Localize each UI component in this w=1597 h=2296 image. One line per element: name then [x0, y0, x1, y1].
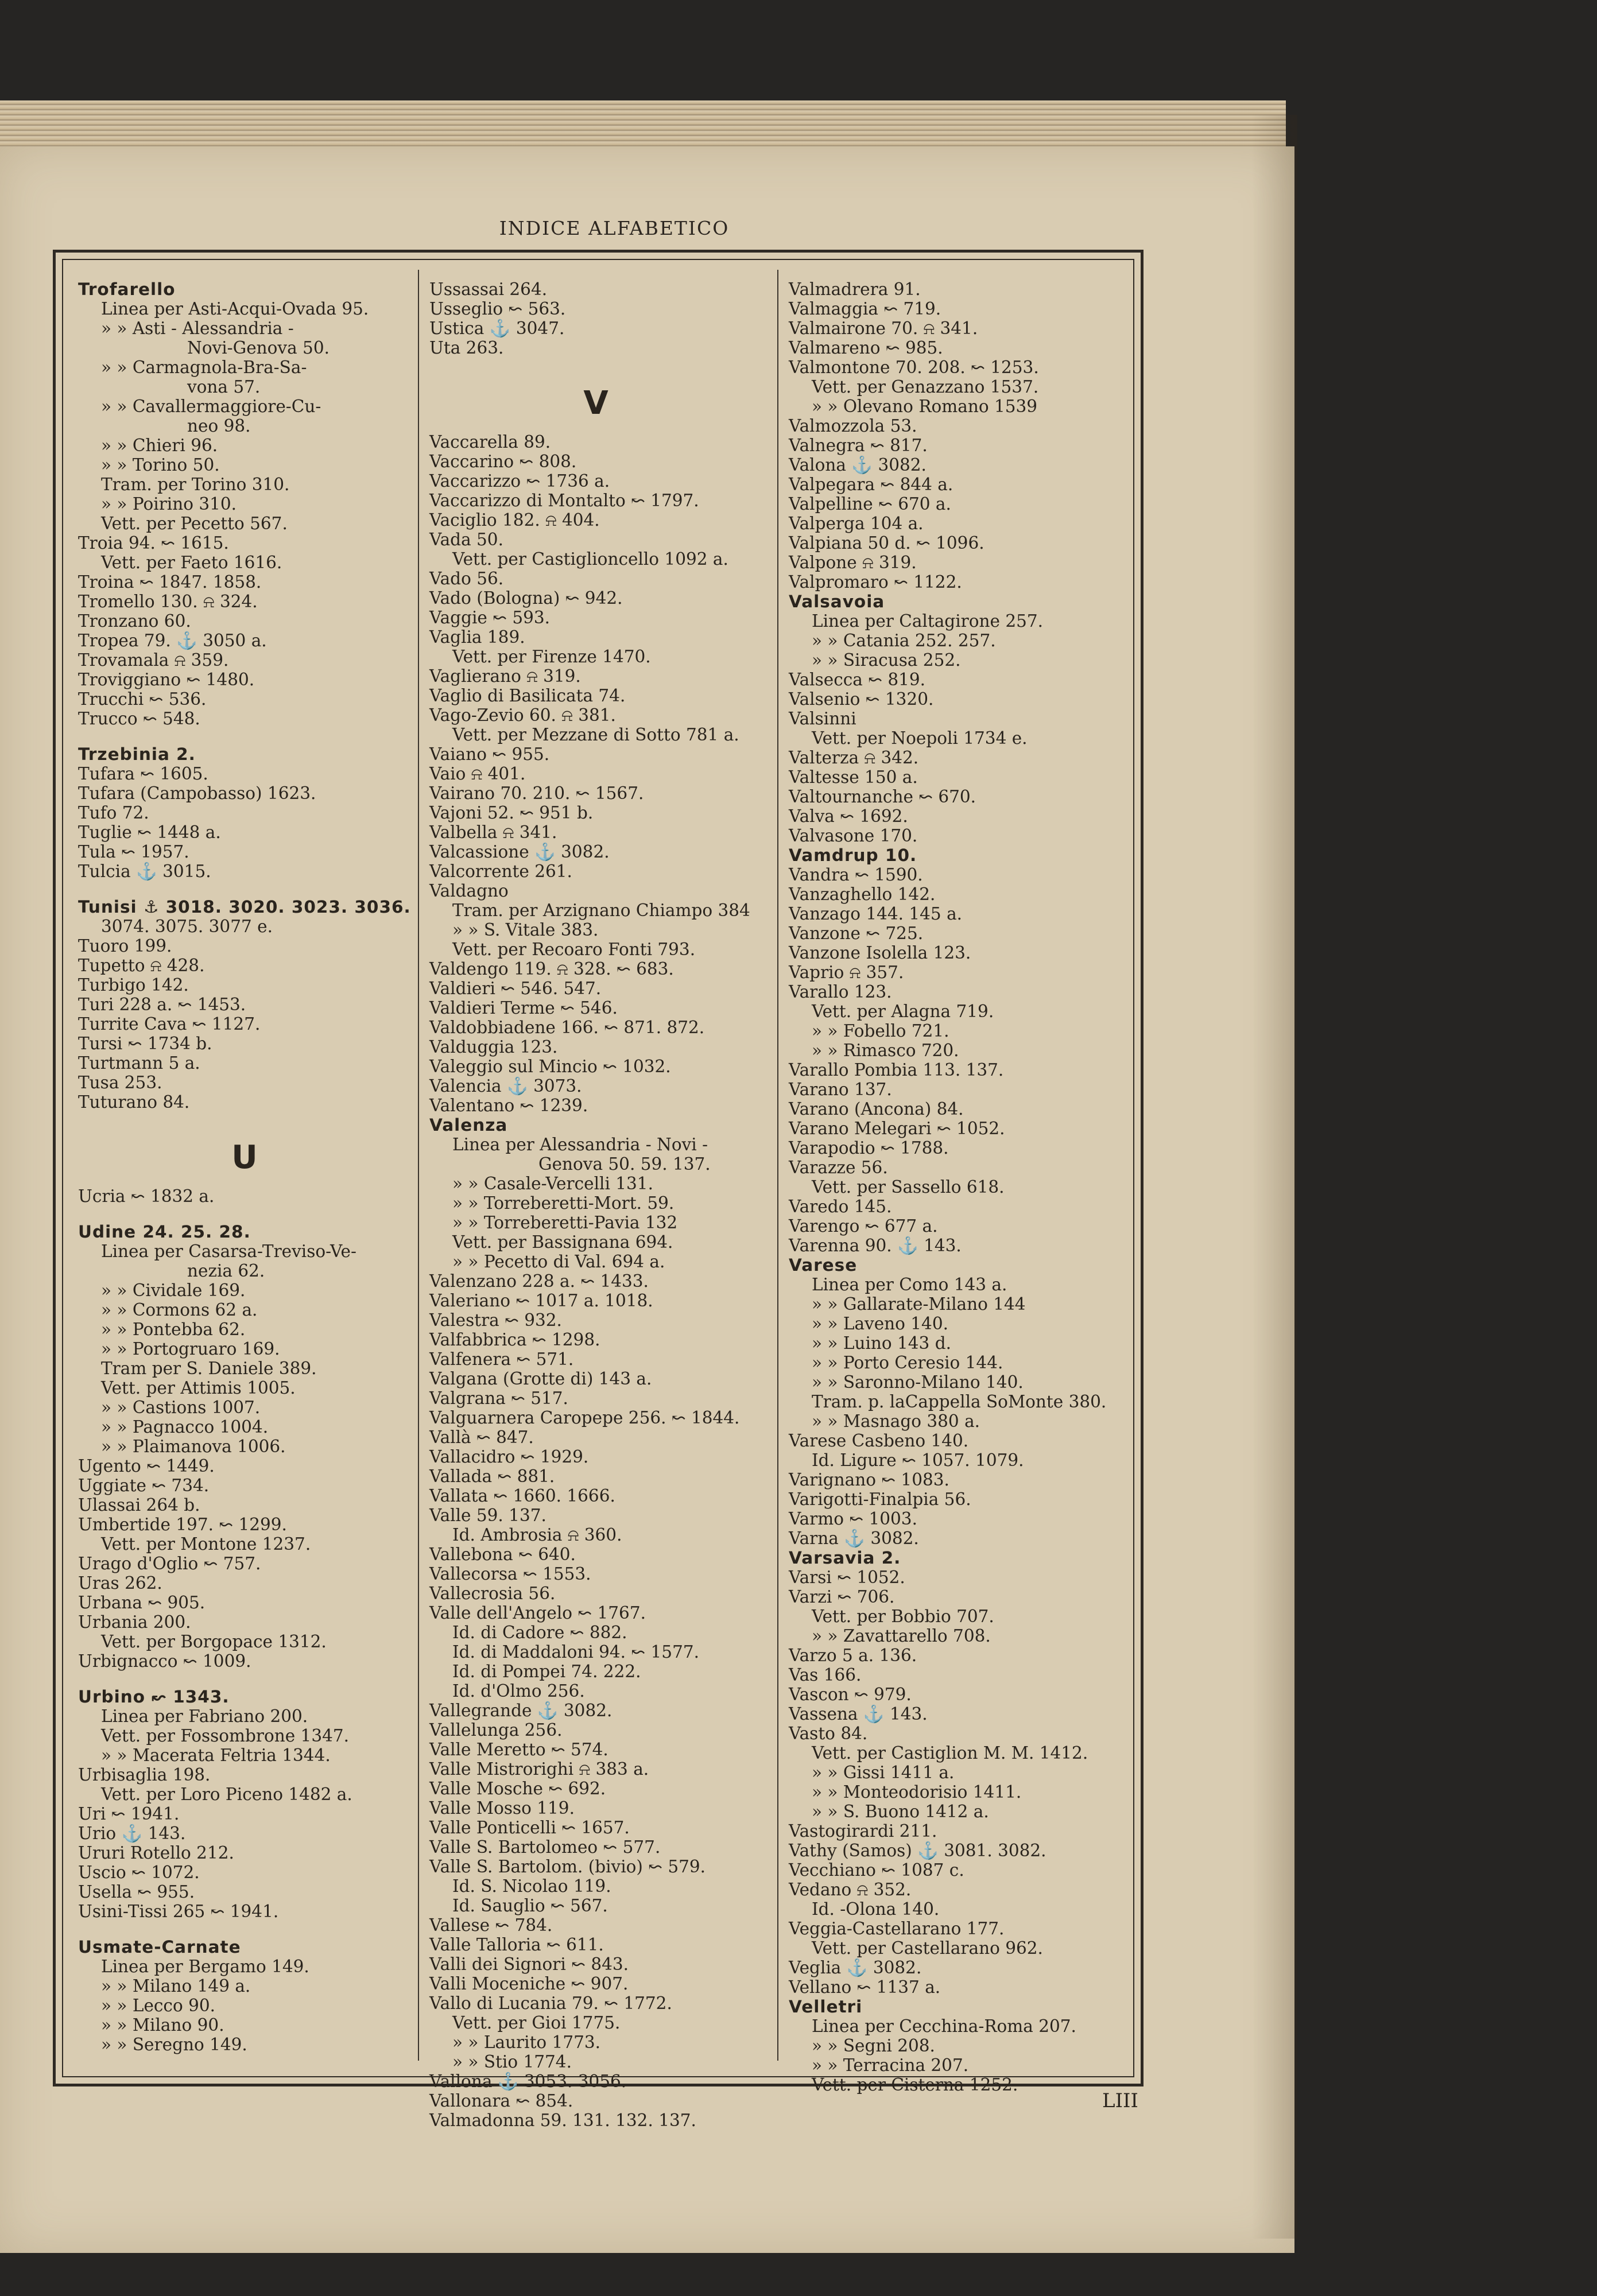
index-entry: Vett. per Pecetto 567.: [101, 514, 288, 533]
index-entry: » » Macerata Feltria 1344.: [101, 1746, 331, 1765]
index-entry: Varazze 56.: [789, 1158, 888, 1177]
index-entry: 3074. 3075. 3077 e.: [101, 917, 273, 936]
index-entry: » » Cormons 62 a.: [101, 1300, 258, 1320]
index-entry: Urio ⚓ 143.: [78, 1824, 186, 1843]
index-entry: Usella ↜ 955.: [78, 1882, 195, 1902]
index-entry: Genova 50. 59. 137.: [538, 1154, 711, 1174]
page-spine-shadow: [1251, 115, 1297, 2239]
index-entry: Trzebinia 2.: [78, 744, 196, 764]
index-entry: Tuoro 199.: [78, 936, 172, 956]
index-entry: Varzi ↜ 706.: [789, 1587, 895, 1607]
page-stack-edge: [0, 100, 1286, 152]
entry-spacer: [78, 881, 411, 897]
index-entry: » » Cividale 169.: [101, 1281, 246, 1300]
index-entry: Valpone ⍾ 319.: [789, 553, 917, 572]
index-entry: Vett. per Bobbio 707.: [812, 1607, 994, 1626]
index-entry: Umbertide 197. ↜ 1299.: [78, 1515, 287, 1534]
index-entry: Valdieri Terme ↜ 546.: [429, 998, 618, 1018]
index-entry: Valsecca ↜ 819.: [789, 670, 926, 689]
index-entry: Vasto 84.: [789, 1724, 868, 1743]
index-entry: Vett. per Bassignana 694.: [452, 1232, 673, 1252]
index-entry: Valcorrente 261.: [429, 862, 572, 881]
index-entry: Valva ↜ 1692.: [789, 806, 908, 826]
index-entry: Valduggia 123.: [429, 1037, 558, 1057]
index-entry: Id. Ambrosia ⍾ 360.: [452, 1525, 622, 1545]
index-entry: Valterza ⍾ 342.: [789, 748, 919, 767]
index-entry: Valle Talloria ↜ 611.: [429, 1935, 604, 1954]
index-entry: Valencia ⚓ 3073.: [429, 1076, 582, 1096]
index-entry: Valguarnera Caropepe 256. ↜ 1844.: [429, 1408, 740, 1428]
index-entry: Valdengo 119. ⍾ 328. ↜ 683.: [429, 959, 674, 979]
index-entry: Tupetto ⍾ 428.: [78, 956, 205, 975]
index-entry: » » Gallarate-Milano 144: [812, 1294, 1026, 1314]
index-entry: Urbino ↜ 1343.: [78, 1687, 230, 1707]
index-entry: Usseglio ↜ 563.: [429, 299, 566, 319]
index-entry: Trofarello: [78, 280, 176, 299]
index-entry: Vallese ↜ 784.: [429, 1915, 553, 1935]
index-entry: Ulassai 264 b.: [78, 1495, 200, 1515]
index-entry: Vada 50.: [429, 530, 503, 549]
index-entry: Vairano 70. 210. ↜ 1567.: [429, 784, 644, 803]
index-entry: Vaprio ⍾ 357.: [789, 963, 904, 982]
index-entry: » » Pecetto di Val. 694 a.: [452, 1252, 665, 1271]
index-entry: Tronzano 60.: [78, 611, 191, 631]
index-entry: » » Seregno 149.: [101, 2035, 247, 2054]
index-entry: Ussassai 264.: [429, 280, 548, 299]
index-entry: Vado 56.: [429, 569, 504, 588]
index-entry: Troviggiano ↜ 1480.: [78, 670, 255, 689]
index-entry: Varsavia 2.: [789, 1548, 901, 1568]
index-entry: Valle S. Bartolom. (bivio) ↜ 579.: [429, 1857, 706, 1876]
index-entry: Valli Moceniche ↜ 907.: [429, 1974, 629, 1994]
index-entry: Vallada ↜ 881.: [429, 1467, 555, 1486]
index-entry: Trovamala ⍾ 359.: [78, 650, 229, 670]
index-entry: Vago-Zevio 60. ⍾ 381.: [429, 705, 616, 725]
index-entry: Vett. per Noepoli 1734 e.: [812, 728, 1028, 748]
index-entry: Tropea 79. ⚓ 3050 a.: [78, 631, 267, 650]
index-entry: Tufara (Campobasso) 1623.: [78, 784, 316, 803]
index-entry: Vaglierano ⍾ 319.: [429, 666, 581, 686]
index-entry: Varapodio ↜ 1788.: [789, 1138, 949, 1158]
index-entry: Linea per Bergamo 149.: [101, 1957, 309, 1976]
index-entry: Valfenera ↜ 571.: [429, 1349, 574, 1369]
index-entry: Tusa 253.: [78, 1073, 162, 1092]
index-entry: Trucco ↜ 548.: [78, 709, 200, 728]
index-entry: Vett. per Borgopace 1312.: [101, 1632, 327, 1651]
index-entry: Varese Casbeno 140.: [789, 1431, 969, 1450]
index-entry: Vallacidro ↜ 1929.: [429, 1447, 589, 1467]
index-entry: Varallo 123.: [789, 982, 892, 1002]
index-entry: Vascon ↜ 979.: [789, 1685, 912, 1704]
index-entry: Valtournanche ↜ 670.: [789, 787, 976, 806]
index-entry: Vallo di Lucania 79. ↜ 1772.: [429, 1994, 672, 2013]
index-entry: Veglia ⚓ 3082.: [789, 1958, 922, 1977]
index-entry: » » Stio 1774.: [452, 2052, 572, 2072]
index-entry: Urbisaglia 198.: [78, 1765, 211, 1785]
index-entry: » » Casale-Vercelli 131.: [452, 1174, 653, 1193]
index-entry: Valle Mosso 119.: [429, 1798, 575, 1818]
index-entry: Valsavoia: [789, 592, 885, 611]
index-column-3: [789, 280, 1133, 2095]
index-entry: Id. Ligure ↜ 1057. 1079.: [812, 1450, 1024, 1470]
index-entry: Tunisi ⚓ 3018. 3020. 3023. 3036.: [78, 897, 411, 917]
index-entry: Vallelunga 256.: [429, 1720, 563, 1740]
index-entry: » » Zavattarello 708.: [812, 1626, 991, 1646]
index-entry: Valpiana 50 d. ↜ 1096.: [789, 533, 984, 553]
entry-spacer: [78, 728, 411, 744]
index-entry: » » Milano 149 a.: [101, 1976, 251, 1996]
index-entry: Id. di Pompei 74. 222.: [452, 1662, 641, 1681]
index-entry: Varmo ↜ 1003.: [789, 1509, 917, 1529]
index-entry: Varzo 5 a. 136.: [789, 1646, 917, 1665]
index-entry: Valsenio ↜ 1320.: [789, 689, 934, 709]
index-entry: neo 98.: [187, 416, 251, 436]
index-entry: Valcassione ⚓ 3082.: [429, 842, 610, 862]
index-entry: Vaggie ↜ 593.: [429, 608, 551, 627]
index-entry: Varedo 145.: [789, 1197, 892, 1216]
index-entry: Varenna 90. ⚓ 143.: [789, 1236, 962, 1255]
index-entry: Valli dei Signori ↜ 843.: [429, 1954, 629, 1974]
index-entry: » » Masnago 380 a.: [812, 1411, 980, 1431]
index-entry: Vedano ⍾ 352.: [789, 1880, 912, 1899]
index-entry: Turi 228 a. ↜ 1453.: [78, 995, 246, 1014]
index-entry: » » Gissi 1411 a.: [812, 1763, 955, 1782]
index-entry: Vaccarino ↜ 808.: [429, 452, 577, 471]
index-entry: » » Monteodorisio 1411.: [812, 1782, 1022, 1802]
index-entry: Vellano ↜ 1137 a.: [789, 1977, 941, 1997]
index-entry: Vallecrosia 56.: [429, 1584, 556, 1603]
index-entry: Novi-Genova 50.: [187, 338, 330, 358]
index-entry: Varano (Ancona) 84.: [789, 1099, 964, 1119]
index-entry: Uri ↜ 1941.: [78, 1804, 180, 1824]
index-entry: Vas 166.: [789, 1665, 862, 1685]
index-entry: Vett. per Loro Piceno 1482 a.: [101, 1785, 352, 1804]
index-entry: Vamdrup 10.: [789, 846, 917, 865]
index-entry: Valestra ↜ 932.: [429, 1310, 562, 1330]
index-entry: Id. di Cadore ↜ 882.: [452, 1623, 627, 1642]
index-entry: Tram. per Arzignano Chiampo 384: [452, 901, 750, 920]
index-entry: Uggiate ↜ 734.: [78, 1476, 210, 1495]
index-entry: Vett. per Alagna 719.: [812, 1002, 994, 1021]
index-entry: Vecchiano ↜ 1087 c.: [789, 1860, 964, 1880]
index-entry: Trucchi ↜ 536.: [78, 689, 207, 709]
index-entry: » » Cavallermaggiore-Cu-: [101, 397, 321, 416]
index-entry: Vanzago 144. 145 a.: [789, 904, 963, 924]
index-entry: Valbella ⍾ 341.: [429, 823, 557, 842]
entry-spacer: [78, 1671, 411, 1687]
index-entry: » » Portogruaro 169.: [101, 1339, 280, 1359]
index-entry: » » Laurito 1773.: [452, 2033, 601, 2052]
index-entry: Vaiano ↜ 955.: [429, 744, 550, 764]
index-entry: Turtmann 5 a.: [78, 1053, 200, 1073]
index-entry: Valpelline ↜ 670 a.: [789, 494, 951, 514]
index-entry: Ucria ↜ 1832 a.: [78, 1186, 215, 1206]
index-entry: Valmairone 70. ⍾ 341.: [789, 319, 978, 338]
index-entry: Vett. per Fossombrone 1347.: [101, 1726, 349, 1746]
index-entry: Varano Melegari ↜ 1052.: [789, 1119, 1005, 1138]
index-entry: Linea per Fabriano 200.: [101, 1707, 308, 1726]
index-entry: Linea per Como 143 a.: [812, 1275, 1007, 1294]
index-entry: Valmareno ↜ 985.: [789, 338, 943, 358]
index-entry: Vett. per Castellarano 962.: [812, 1938, 1043, 1958]
index-entry: Valeggio sul Mincio ↜ 1032.: [429, 1057, 671, 1076]
index-entry: » » Lecco 90.: [101, 1996, 215, 2015]
index-entry: Id. S. Nicolao 119.: [452, 1876, 611, 1896]
section-letter: U: [231, 1139, 258, 1176]
index-entry: Valeriano ↜ 1017 a. 1018.: [429, 1291, 653, 1310]
index-column-1: [78, 280, 411, 2054]
index-entry: Usmate-Carnate: [78, 1937, 241, 1957]
index-entry: Uta 263.: [429, 338, 504, 358]
index-entry: Valfabbrica ↜ 1298.: [429, 1330, 600, 1349]
index-entry: Vanzaghello 142.: [789, 885, 936, 904]
index-entry: » » Saronno-Milano 140.: [812, 1372, 1024, 1392]
index-entry: » » Torreberetti-Mort. 59.: [452, 1193, 675, 1213]
index-entry: » » Fobello 721.: [812, 1021, 949, 1041]
index-entry: Uras 262.: [78, 1573, 162, 1593]
index-entry: Valgrana ↜ 517.: [429, 1389, 568, 1408]
index-entry: Urago d'Oglio ↜ 757.: [78, 1554, 261, 1573]
index-entry: Vett. per Gioi 1775.: [452, 2013, 621, 2033]
index-entry: Valdieri ↜ 546. 547.: [429, 979, 602, 998]
index-entry: Valnegra ↜ 817.: [789, 436, 928, 455]
index-entry: Valenzano 228 a. ↜ 1433.: [429, 1271, 649, 1291]
index-entry: Id. d'Olmo 256.: [452, 1681, 585, 1701]
index-entry: Varsi ↜ 1052.: [789, 1568, 905, 1587]
index-entry: » » S. Buono 1412 a.: [812, 1802, 989, 1821]
index-entry: » » Pagnacco 1004.: [101, 1417, 269, 1437]
index-entry: Valle Meretto ↜ 574.: [429, 1740, 608, 1759]
index-entry: Tram. p. laCappella SoMonte 380.: [812, 1392, 1107, 1411]
index-entry: Valle 59. 137.: [429, 1506, 546, 1525]
index-entry: Linea per Casarsa-Treviso-Ve-: [101, 1242, 356, 1261]
index-entry: Vett. per Attimis 1005.: [101, 1378, 296, 1398]
index-entry: Valgana (Grotte di) 143 a.: [429, 1369, 652, 1389]
index-entry: Valenza: [429, 1115, 508, 1135]
index-entry: » » Castions 1007.: [101, 1398, 261, 1417]
index-entry: Valle S. Bartolomeo ↜ 577.: [429, 1837, 661, 1857]
column-divider: [777, 270, 778, 2061]
index-entry: » » Olevano Romano 1539: [812, 397, 1038, 416]
index-entry: Linea per Alessandria - Novi -: [452, 1135, 708, 1154]
index-entry: » » S. Vitale 383.: [452, 920, 599, 940]
index-entry: Valle Mosche ↜ 692.: [429, 1779, 606, 1798]
index-entry: Tromello 130. ⍾ 324.: [78, 592, 258, 611]
index-entry: Tulcia ⚓ 3015.: [78, 862, 211, 881]
index-entry: Linea per Caltagirone 257.: [812, 611, 1044, 631]
index-entry: » » Plaimanova 1006.: [101, 1437, 286, 1456]
index-entry: Linea per Asti-Acqui-Ovada 95.: [101, 299, 369, 319]
index-entry: Usini-Tissi 265 ↜ 1941.: [78, 1902, 279, 1921]
index-entry: Vett. per Recoaro Fonti 793.: [452, 940, 696, 959]
index-entry: Vallonara ↜ 854.: [429, 2091, 573, 2111]
index-entry: Valperga 104 a.: [789, 514, 924, 533]
index-entry: Udine 24. 25. 28.: [78, 1222, 251, 1242]
index-entry: Id. -Olona 140.: [812, 1899, 940, 1919]
index-entry: » » Terracina 207.: [812, 2055, 969, 2075]
index-entry: Vanzone Isolella 123.: [789, 943, 971, 963]
index-entry: Vett. per Castiglion M. M. 1412.: [812, 1743, 1088, 1763]
index-entry: » » Pontebba 62.: [101, 1320, 246, 1339]
index-entry: Vanzone ↜ 725.: [789, 924, 924, 943]
index-entry: Ururi Rotello 212.: [78, 1843, 234, 1863]
index-entry: Vaccarizzo ↜ 1736 a.: [429, 471, 610, 491]
entry-spacer: [78, 1206, 411, 1222]
index-entry: Troina ↜ 1847. 1858.: [78, 572, 262, 592]
index-entry: Valmadonna 59. 131. 132. 137.: [429, 2111, 696, 2130]
index-entry: Vaglia 189.: [429, 627, 525, 647]
index-entry: Vaccarizzo di Montalto ↜ 1797.: [429, 491, 699, 510]
index-entry: Vallecorsa ↜ 1553.: [429, 1564, 591, 1584]
index-entry: » » Porto Ceresio 144.: [812, 1353, 1003, 1372]
index-entry: » » Rimasco 720.: [812, 1041, 959, 1060]
index-entry: Vett. per Genazzano 1537.: [812, 377, 1039, 397]
page-number: LIII: [1102, 2089, 1138, 2112]
index-entry: Vandra ↜ 1590.: [789, 865, 923, 885]
index-entry: Vathy (Samos) ⚓ 3081. 3082.: [789, 1841, 1046, 1860]
index-entry: Valle Mistrorighi ⍾ 383 a.: [429, 1759, 649, 1779]
index-entry: Tuturano 84.: [78, 1092, 190, 1112]
index-entry: Valdagno: [429, 881, 509, 901]
index-entry: nezia 62.: [187, 1261, 265, 1281]
index-entry: Vallegrande ⚓ 3082.: [429, 1701, 613, 1720]
index-entry: Urbana ↜ 905.: [78, 1593, 206, 1612]
index-entry: Vajoni 52. ↜ 951 b.: [429, 803, 594, 823]
index-entry: vona 57.: [187, 377, 261, 397]
index-entry: » » Catania 252. 257.: [812, 631, 996, 650]
index-entry: Urbania 200.: [78, 1612, 191, 1632]
index-entry: Vallebona ↜ 640.: [429, 1545, 576, 1564]
index-entry: Varignano ↜ 1083.: [789, 1470, 949, 1490]
index-entry: Valmaggia ↜ 719.: [789, 299, 941, 319]
index-entry: » » Segni 208.: [812, 2036, 935, 2055]
column-divider: [418, 270, 419, 2061]
index-entry: Vaccarella 89.: [429, 432, 551, 452]
index-entry: » » Siracusa 252.: [812, 650, 961, 670]
index-entry: Vett. per Cisterna 1252.: [812, 2075, 1018, 2095]
index-entry: Valmozzola 53.: [789, 416, 917, 436]
index-entry: Turbigo 142.: [78, 975, 189, 995]
index-entry: Vett. per Sassello 618.: [812, 1177, 1005, 1197]
index-entry: Valle dell'Angelo ↜ 1767.: [429, 1603, 646, 1623]
index-entry: Vett. per Castiglioncello 1092 a.: [452, 549, 728, 569]
section-letter: V: [583, 385, 608, 422]
index-entry: Vastogirardi 211.: [789, 1821, 937, 1841]
index-entry: » » Milano 90.: [101, 2015, 224, 2035]
index-entry: Vado (Bologna) ↜ 942.: [429, 588, 623, 608]
index-entry: Valona ⚓ 3082.: [789, 455, 927, 475]
index-entry: Valpromaro ↜ 1122.: [789, 572, 962, 592]
index-entry: Ustica ⚓ 3047.: [429, 319, 565, 338]
index-entry: » » Torreberetti-Pavia 132: [452, 1213, 678, 1232]
index-entry: Valtesse 150 a.: [789, 767, 918, 787]
index-entry: Vett. per Mezzane di Sotto 781 a.: [452, 725, 739, 744]
index-entry: Urbignacco ↜ 1009.: [78, 1651, 251, 1671]
index-entry: Varigotti-Finalpia 56.: [789, 1490, 971, 1509]
index-entry: Vallà ↜ 847.: [429, 1428, 534, 1447]
index-entry: Varengo ↜ 677 a.: [789, 1216, 938, 1236]
index-entry: Valle Ponticelli ↜ 1657.: [429, 1818, 630, 1837]
index-entry: » » Luino 143 d.: [812, 1333, 951, 1353]
index-entry: Veggia-Castellarano 177.: [789, 1919, 1005, 1938]
index-entry: Tufo 72.: [78, 803, 149, 823]
index-entry: » » Asti - Alessandria -: [101, 319, 294, 338]
index-entry: » » Torino 50.: [101, 455, 220, 475]
index-entry: Tram per S. Daniele 389.: [101, 1359, 317, 1378]
index-entry: Valmadrera 91.: [789, 280, 921, 299]
index-entry: Vaciglio 182. ⍾ 404.: [429, 510, 600, 530]
index-entry: Vett. per Montone 1237.: [101, 1534, 311, 1554]
index-entry: » » Chieri 96.: [101, 436, 218, 455]
index-entry: Valpegara ↜ 844 a.: [789, 475, 953, 494]
index-entry: Varano 137.: [789, 1080, 892, 1099]
index-entry: Tuglie ↜ 1448 a.: [78, 823, 221, 842]
index-entry: Valmontone 70. 208. ↜ 1253.: [789, 358, 1039, 377]
index-entry: » » Poirino 310.: [101, 494, 237, 514]
index-entry: Velletri: [789, 1997, 863, 2016]
index-entry: Varallo Pombia 113. 137.: [789, 1060, 1004, 1080]
index-entry: Valvasone 170.: [789, 826, 918, 846]
index-entry: Vaglio di Basilicata 74.: [429, 686, 626, 705]
index-entry: Id. di Maddaloni 94. ↜ 1577.: [452, 1642, 699, 1662]
page-title: INDICE ALFABETICO: [499, 217, 730, 239]
index-entry: Vassena ⚓ 143.: [789, 1704, 928, 1724]
index-entry: Vett. per Firenze 1470.: [452, 647, 651, 666]
index-entry: Vallata ↜ 1660. 1666.: [429, 1486, 615, 1506]
index-entry: Tufara ↜ 1605.: [78, 764, 208, 784]
index-entry: Troia 94. ↜ 1615.: [78, 533, 229, 553]
index-entry: Vaio ⍾ 401.: [429, 764, 526, 784]
index-entry: » » Carmagnola-Bra-Sa-: [101, 358, 307, 377]
index-entry: Vallona ⚓ 3053. 3056.: [429, 2072, 627, 2091]
entry-spacer: [78, 1921, 411, 1937]
index-entry: Ugento ↜ 1449.: [78, 1456, 215, 1476]
index-entry: Uscio ↜ 1072.: [78, 1863, 200, 1882]
index-entry: Linea per Cecchina-Roma 207.: [812, 2016, 1076, 2036]
index-entry: » » Laveno 140.: [812, 1314, 948, 1333]
index-entry: Tram. per Torino 310.: [101, 475, 290, 494]
index-entry: Varese: [789, 1255, 858, 1275]
index-entry: Valentano ↜ 1239.: [429, 1096, 588, 1115]
index-entry: Valsinni: [789, 709, 856, 728]
index-entry: Id. Sauglio ↜ 567.: [452, 1896, 608, 1915]
index-entry: Tula ↜ 1957.: [78, 842, 189, 862]
index-entry: Turrite Cava ↜ 1127.: [78, 1014, 261, 1034]
index-entry: Varna ⚓ 3082.: [789, 1529, 919, 1548]
index-entry: Valdobbiadene 166. ↜ 871. 872.: [429, 1018, 705, 1037]
index-entry: Vett. per Faeto 1616.: [101, 553, 282, 572]
index-entry: Tursi ↜ 1734 b.: [78, 1034, 212, 1053]
index-column-2: [429, 280, 762, 2130]
